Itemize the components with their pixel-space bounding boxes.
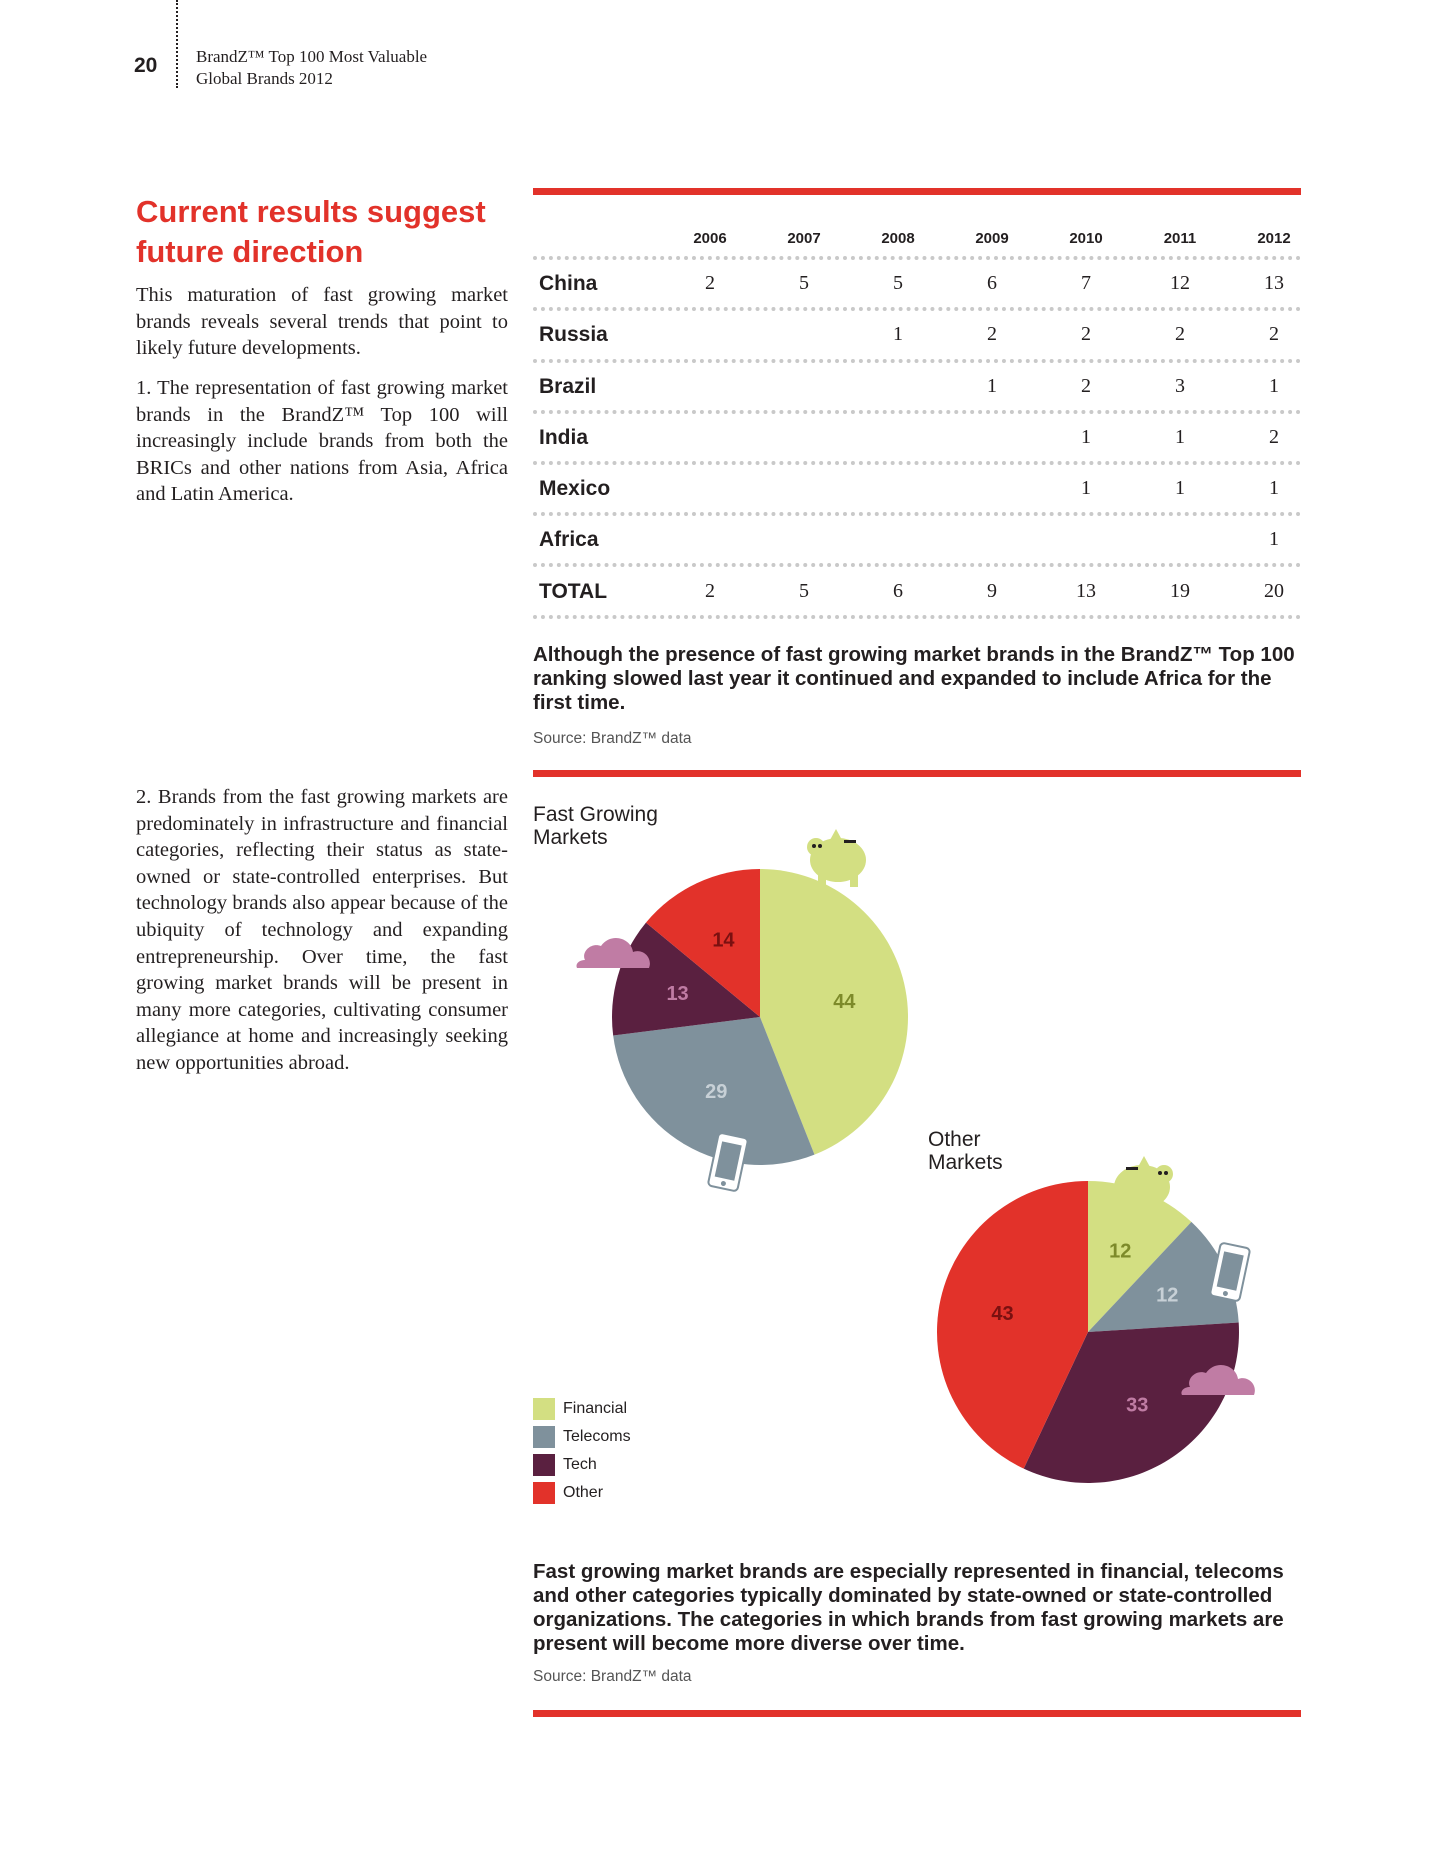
table-cell: 1: [1175, 426, 1185, 448]
intro-paragraph: This maturation of fast growing market brands reveals several trends that point to likely future developments.: [136, 284, 508, 360]
legend-label: Financial: [563, 1400, 628, 1417]
running-head-line1: BrandZ™ Top 100 Most Valuable: [196, 47, 428, 66]
table-cell: 13: [1264, 272, 1284, 294]
table-caption: Although the presence of fast growing market brands in the BrandZ™ Top 100 ranking slowed last year it continued and expanded to include Africa for the first time.: [533, 643, 1295, 714]
table-cell: 6: [893, 580, 903, 602]
legend-swatch: [533, 1482, 555, 1504]
pie-data-label: 12: [1109, 1240, 1132, 1263]
pie-data-label: 14: [712, 929, 735, 952]
trend-paragraph-2: 2. Brands from the fast growing markets are predominately in infrastructure and financial categories, reflecting their status as state-owned or state-controlled enterprises. But technology brands also appear because of the ubiquity of technology and expanding entrepreneurship. Over time, the fast growing market brands will be present in many more categories, cultivating consumer allegiance at home and increasingly seeking new opportunities abroad.: [136, 786, 508, 1074]
table-cell: 12: [1170, 272, 1190, 294]
pie-chart-other: [937, 1181, 1239, 1483]
table-cell: 2: [1269, 426, 1279, 448]
legend-label: Telecoms: [563, 1428, 631, 1445]
table-row-label: Mexico: [539, 477, 611, 500]
table-cell: 1: [1269, 375, 1279, 397]
table-cell: 13: [1076, 580, 1096, 602]
table-cell: 1: [1269, 528, 1279, 550]
trend-paragraph-1: 1. The representation of fast growing market brands in the BrandZ™ Top 100 will increasingly include brands from both the BRICs and other nations from Asia, Africa and Latin America.: [136, 377, 508, 506]
page-number: 20: [134, 54, 158, 77]
table-cell: 20: [1264, 580, 1284, 602]
table-cell: 1: [1081, 426, 1091, 448]
pie-data-label: 33: [1126, 1394, 1149, 1417]
year-header: 2007: [787, 230, 821, 247]
table-cell: 5: [799, 580, 809, 602]
pie-data-label: 44: [833, 990, 856, 1013]
table-cell: 5: [893, 272, 903, 294]
section-heading: Current results suggest future direction: [136, 194, 486, 269]
year-header: 2011: [1163, 230, 1197, 247]
pie-data-label: 29: [705, 1080, 728, 1103]
table-cell: 1: [987, 375, 997, 397]
table-row-label: India: [539, 426, 589, 449]
pie-title-line: Markets: [928, 1151, 1003, 1174]
table-source: Source: BrandZ™ data: [533, 730, 692, 747]
chart-caption: Fast growing market brands are especially represented in financial, telecoms and other categories typically dominated by state-owned or state-controlled organizations. The categories in which brands from fast growing markets are present will become more diverse over time.: [533, 1560, 1284, 1655]
table-cell: 7: [1081, 272, 1091, 294]
mobile-phone-icon: [1210, 1242, 1251, 1301]
table-cell: 2: [1175, 323, 1185, 345]
table-cell: 3: [1175, 375, 1185, 397]
table-row-label: TOTAL: [539, 580, 608, 603]
table-cell: 1: [1081, 477, 1091, 499]
table-cell: 2: [1081, 323, 1091, 345]
pie-data-label: 43: [991, 1302, 1014, 1325]
table-cell: 6: [987, 272, 997, 294]
piggy-bank-icon: [807, 829, 866, 887]
year-header: 2006: [693, 230, 727, 247]
legend-swatch: [533, 1398, 555, 1420]
legend-label: Tech: [563, 1456, 597, 1473]
table-cell: 1: [1175, 477, 1185, 499]
pie-title-line: Other: [928, 1128, 981, 1151]
table-cell: 19: [1170, 580, 1190, 602]
year-header: 2009: [975, 230, 1009, 247]
table-cell: 1: [893, 323, 903, 345]
table-cell: 1: [1269, 477, 1279, 499]
legend-label: Other: [563, 1484, 604, 1501]
pie-data-label: 13: [666, 983, 689, 1006]
legend-swatch: [533, 1454, 555, 1476]
table-cell: 5: [799, 272, 809, 294]
table-cell: 9: [987, 580, 997, 602]
legend-swatch: [533, 1426, 555, 1448]
table-row-label: China: [539, 272, 598, 295]
table-cell: 2: [1081, 375, 1091, 397]
pie-title-line: Fast Growing: [533, 803, 658, 826]
pie-title-line: Markets: [533, 826, 608, 849]
table-cell: 2: [987, 323, 997, 345]
running-head-line2: Global Brands 2012: [196, 69, 333, 88]
year-header: 2012: [1257, 230, 1291, 247]
pie-data-label: 12: [1156, 1284, 1179, 1307]
pie-chart-fast-growing: [612, 869, 908, 1165]
chart-bottom-rule: [533, 1710, 1301, 1717]
table-cell: 2: [1269, 323, 1279, 345]
table-cell: 2: [705, 272, 715, 294]
table-cell: 2: [705, 580, 715, 602]
table-row-label: Brazil: [539, 375, 597, 398]
year-header: 2008: [881, 230, 915, 247]
table-row-label: Russia: [539, 323, 608, 346]
year-header: 2010: [1069, 230, 1103, 247]
chart-source: Source: BrandZ™ data: [533, 1668, 692, 1685]
table-row-label: Africa: [539, 528, 599, 551]
